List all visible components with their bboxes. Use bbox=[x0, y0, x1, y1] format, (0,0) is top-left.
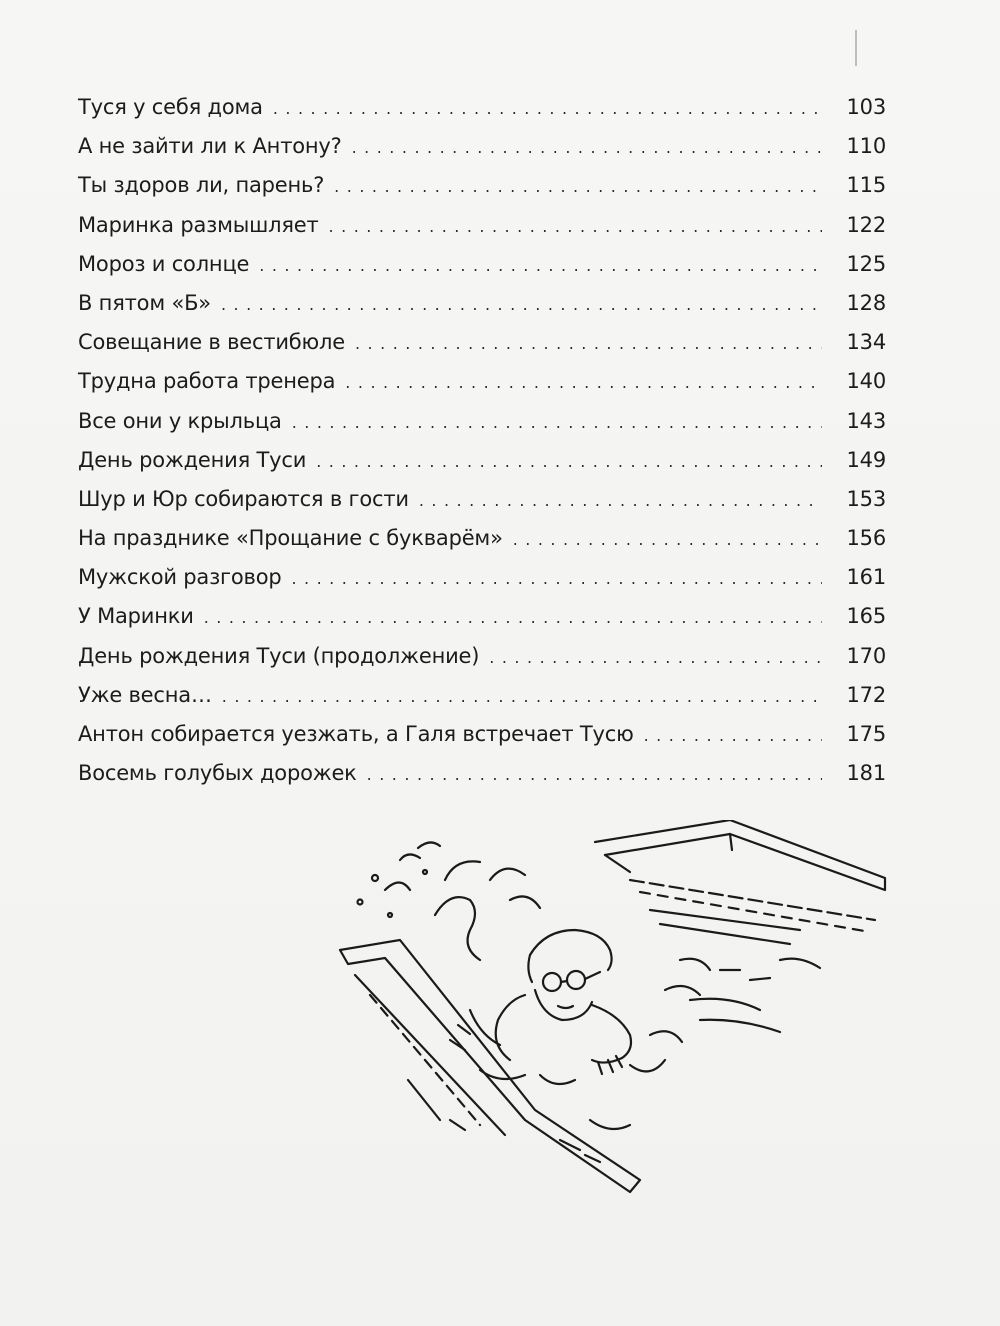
toc-entry bbox=[78, 480, 886, 519]
page-edge-mark bbox=[855, 30, 857, 66]
toc-dot-leader bbox=[204, 598, 822, 637]
toc-entry bbox=[78, 715, 886, 754]
toc-entry bbox=[78, 88, 886, 127]
toc-dot-leader bbox=[221, 285, 822, 324]
toc-entry-title: Шур и Юр собираются в гости bbox=[78, 486, 409, 511]
toc-dot-leader bbox=[355, 324, 822, 363]
toc-dot-leader bbox=[489, 638, 822, 677]
toc-entry bbox=[78, 519, 886, 558]
toc-entry-title: На празднике «Прощание с букварём» bbox=[78, 526, 503, 551]
swimmer-in-pool-lane-illustration bbox=[330, 820, 910, 1200]
toc-entry bbox=[78, 245, 886, 284]
toc-entry bbox=[78, 597, 886, 636]
toc-entry bbox=[78, 323, 886, 362]
toc-entry-title: У Маринки bbox=[78, 604, 194, 629]
toc-entry bbox=[78, 206, 886, 245]
toc-entry-page: 172 bbox=[846, 682, 886, 707]
toc-entry-page: 103 bbox=[846, 95, 886, 119]
toc-entry-title: Туся у себя дома bbox=[78, 95, 263, 119]
toc-entry bbox=[78, 558, 886, 597]
toc-dot-leader bbox=[291, 559, 822, 598]
toc-entry-page: 181 bbox=[846, 761, 886, 786]
toc-entry-title: В пятом «Б» bbox=[78, 290, 211, 315]
toc-dot-leader bbox=[222, 677, 822, 716]
toc-dot-leader bbox=[345, 363, 822, 402]
toc-entry-title: Антон собирается уезжать, а Галя встречает Тусю bbox=[78, 722, 634, 746]
toc-entry-page: 122 bbox=[846, 212, 886, 237]
toc-entry bbox=[78, 441, 886, 480]
toc-entry-title: Все они у крыльца bbox=[78, 408, 282, 433]
toc-entry bbox=[78, 754, 886, 793]
toc-entry bbox=[78, 637, 886, 676]
toc-entry-page: 140 bbox=[846, 369, 886, 394]
toc-entry-page: 149 bbox=[846, 447, 886, 472]
toc-entry-page: 134 bbox=[846, 330, 886, 355]
toc-entry-title: День рождения Туси bbox=[78, 447, 307, 472]
toc-dot-leader bbox=[513, 520, 822, 559]
toc-entry-page: 165 bbox=[846, 604, 886, 629]
toc-entry-page: 156 bbox=[846, 526, 886, 551]
toc-entry bbox=[78, 676, 886, 715]
toc-entry-title: Трудна работа тренера bbox=[78, 369, 336, 394]
toc-entry-title: Маринка размышляет bbox=[78, 212, 319, 237]
toc-dot-leader bbox=[644, 716, 822, 755]
toc-entry-title: День рождения Туси (продолжение) bbox=[78, 643, 480, 668]
toc-entry-title: Совещание в вестибюле bbox=[78, 330, 345, 355]
toc-entry-page: 175 bbox=[846, 722, 886, 746]
toc-dot-leader bbox=[273, 89, 822, 128]
toc-entry bbox=[78, 284, 886, 323]
toc-dot-leader bbox=[316, 442, 822, 481]
toc-entry-title: Ты здоров ли, парень? bbox=[78, 173, 325, 198]
toc-dot-leader bbox=[419, 481, 822, 520]
toc-entry bbox=[78, 402, 886, 441]
toc-entry-page: 110 bbox=[846, 134, 886, 159]
toc-entry-title: Уже весна… bbox=[78, 682, 212, 707]
toc-entry-page: 170 bbox=[846, 643, 886, 668]
toc-entry-page: 125 bbox=[846, 251, 886, 276]
toc-dot-leader bbox=[329, 207, 822, 246]
toc-dot-leader bbox=[292, 403, 822, 442]
toc-entry-page: 153 bbox=[846, 486, 886, 511]
toc-entry bbox=[78, 166, 886, 205]
toc-entry-page: 115 bbox=[846, 173, 886, 198]
toc-dot-leader bbox=[334, 167, 822, 206]
toc-entry-title: А не зайти ли к Антону? bbox=[78, 134, 342, 159]
toc-entry-page: 143 bbox=[846, 408, 886, 433]
toc-entry bbox=[78, 362, 886, 401]
toc-entry-page: 128 bbox=[846, 290, 886, 315]
toc-dot-leader bbox=[352, 128, 822, 167]
toc-entry-page: 161 bbox=[846, 565, 886, 590]
toc-entry-title: Мороз и солнце bbox=[78, 251, 250, 276]
toc-dot-leader bbox=[367, 755, 822, 794]
toc-entry-title: Мужской разговор bbox=[78, 565, 282, 590]
toc-dot-leader bbox=[259, 246, 822, 285]
table-of-contents bbox=[78, 88, 886, 793]
toc-entry bbox=[78, 127, 886, 166]
toc-entry-title: Восемь голубых дорожек bbox=[78, 761, 357, 786]
